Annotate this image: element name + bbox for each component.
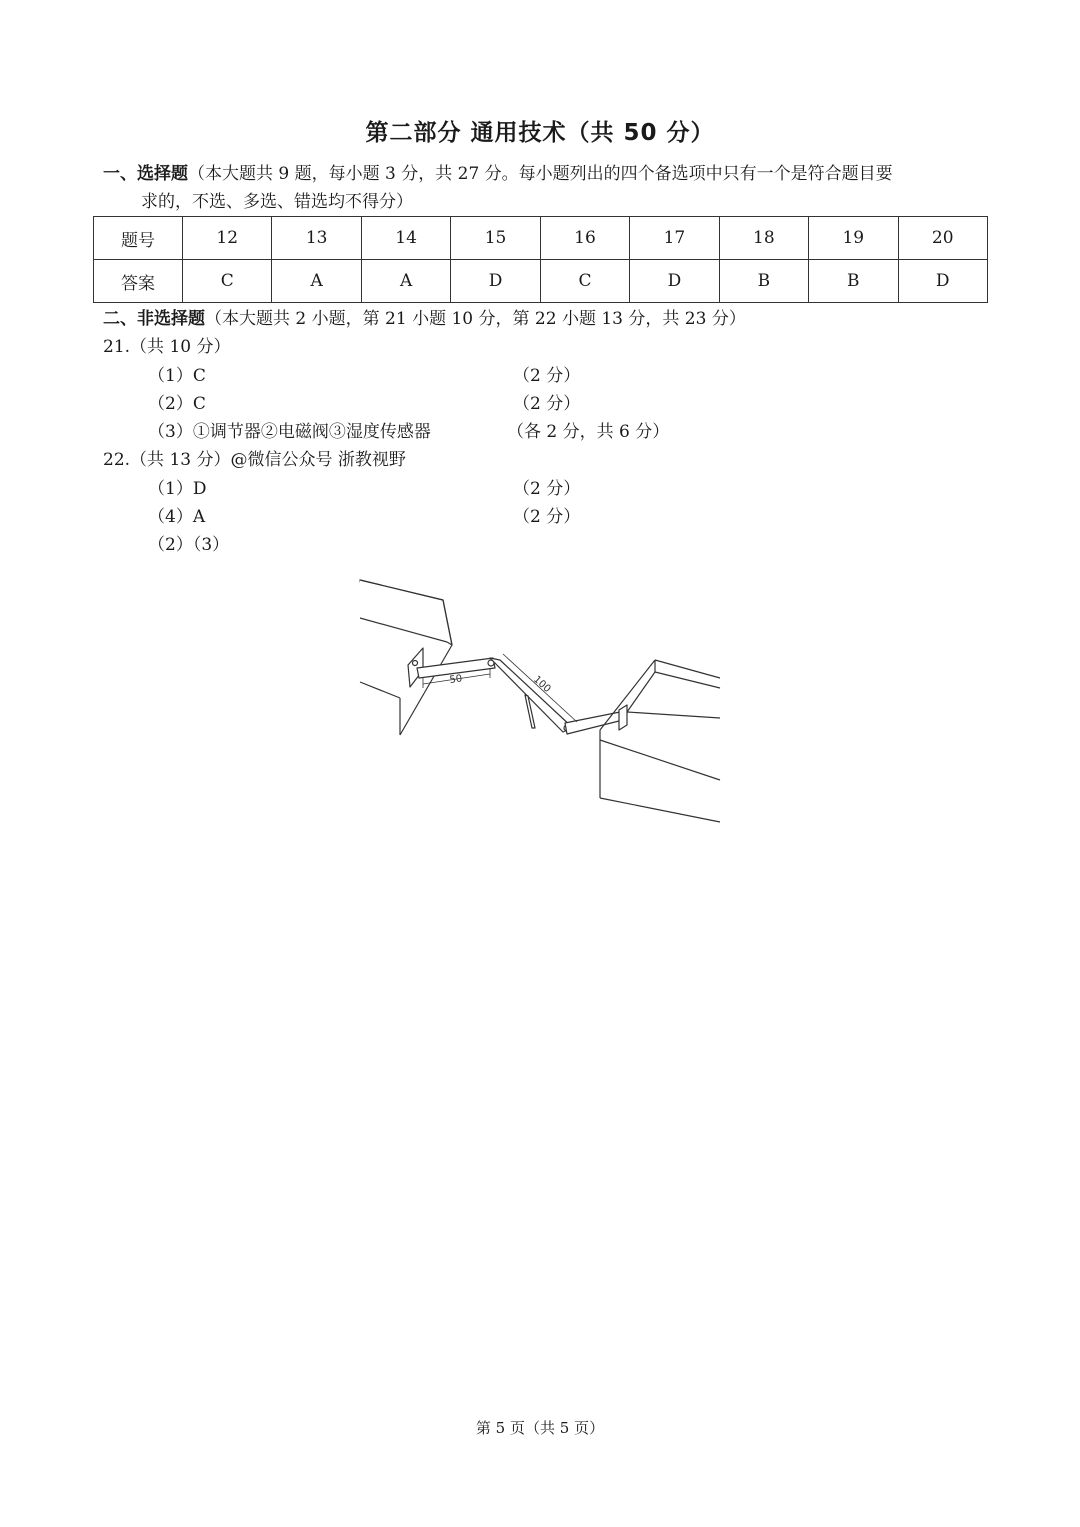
table-cell: A	[272, 260, 361, 303]
dimension-label-50: 50	[448, 673, 464, 686]
q22-item-1: （1）D	[148, 479, 207, 499]
q21-heading: 21.（共 10 分）	[103, 337, 231, 357]
q22-score-1: （2 分）	[513, 479, 581, 499]
q21-score-1: （2 分）	[513, 366, 581, 386]
q21-item-3: （3）①调节器②电磁阀③湿度传感器	[148, 422, 431, 442]
table-header-number: 题号	[94, 217, 183, 260]
section2-heading	[103, 305, 993, 333]
section1-heading	[103, 160, 993, 216]
linkage-drawing	[355, 570, 727, 828]
table-cell: 13	[272, 217, 361, 260]
dimension-label-100: 100	[530, 674, 553, 696]
right-hinge-plate	[619, 705, 627, 730]
page-footer: 第 5 页（共 5 页）	[475, 1419, 605, 1437]
table-cell: 15	[451, 217, 540, 260]
q22-item-3: （2）（3）	[148, 535, 230, 555]
table-cell: 12	[183, 217, 272, 260]
table-cell: C	[540, 260, 629, 303]
q22-score-2: （2 分）	[513, 507, 581, 527]
section1-label: 一、选择题	[103, 164, 188, 184]
linkage-bar-3	[565, 712, 623, 734]
q21-score-2: （2 分）	[513, 394, 581, 414]
table-cell: B	[809, 260, 898, 303]
table-cell: D	[898, 260, 988, 303]
table-cell: 16	[540, 217, 629, 260]
section2-desc: （本大题共 2 小题，第 21 小题 10 分，第 22 小题 13 分，共 23 分）	[205, 309, 746, 329]
table-row-numbers	[94, 217, 988, 260]
table-cell: 14	[361, 217, 450, 260]
table-cell: 18	[719, 217, 808, 260]
table-cell: A	[361, 260, 450, 303]
q22-heading: 22.（共 13 分）@微信公众号 浙教视野	[103, 450, 406, 470]
q21-item-2: （2）C	[148, 394, 206, 414]
table-cell: D	[451, 260, 540, 303]
q21-item-1: （1）C	[148, 366, 206, 386]
answer-table	[93, 216, 988, 303]
table-cell: C	[183, 260, 272, 303]
table-row-answers	[94, 260, 988, 303]
table-cell: B	[719, 260, 808, 303]
q21-score-3: （各 2 分，共 6 分）	[507, 422, 670, 442]
table-header-answer: 答案	[94, 260, 183, 303]
section1-desc-line2: 求的，不选、多选、错选均不得分）	[141, 192, 413, 212]
section2-label: 二、非选择题	[103, 309, 205, 329]
table-cell: 20	[898, 217, 988, 260]
table-cell: D	[630, 260, 719, 303]
q22-item-2: （4）A	[148, 507, 206, 527]
page-title: 第二部分 通用技术（共 50 分）	[365, 120, 715, 146]
table-cell: 19	[809, 217, 898, 260]
table-cell: 17	[630, 217, 719, 260]
section1-desc-line1: （本大题共 9 题，每小题 3 分，共 27 分。每小题列出的四个备选项中只有一个是符合题目要	[188, 164, 893, 184]
